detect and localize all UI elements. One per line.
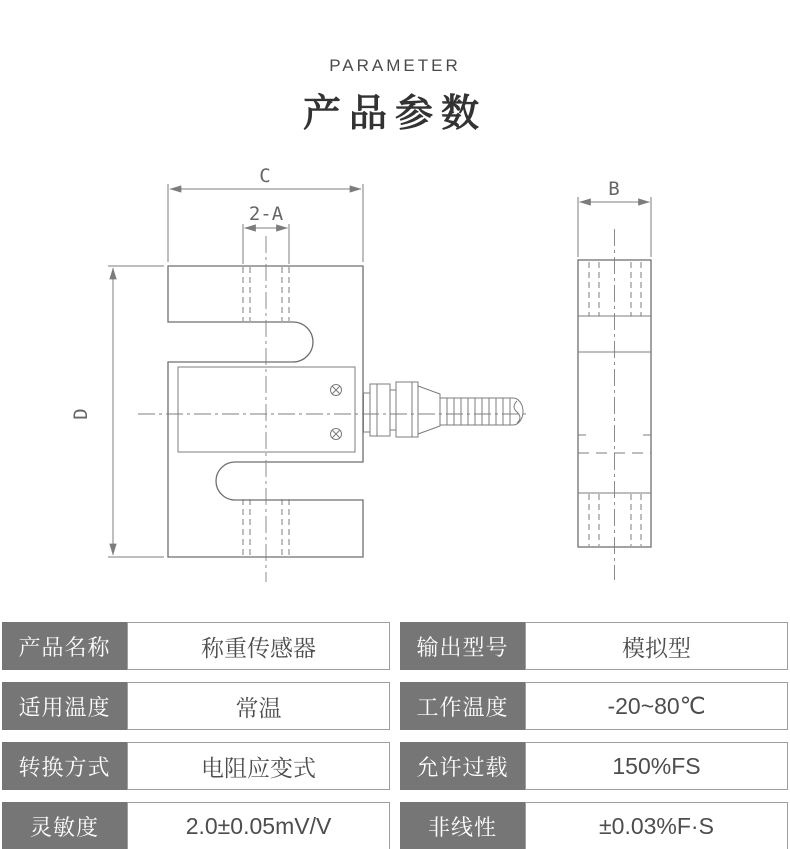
param-label: 灵敏度 <box>2 802 127 849</box>
cable-gland <box>364 382 524 437</box>
page-header <box>0 0 790 140</box>
param-label: 适用温度 <box>2 682 127 730</box>
cable-spring-relief <box>440 398 513 425</box>
section-eyebrow: PARAMETER <box>329 56 461 75</box>
param-row <box>2 682 390 730</box>
dimension-d <box>70 266 164 557</box>
param-label: 工作温度 <box>400 682 525 730</box>
param-row <box>400 802 788 849</box>
thread-hole-side-top <box>589 262 641 316</box>
param-row <box>400 742 788 790</box>
dim-label-2a: 2-A <box>248 203 284 225</box>
param-label: 产品名称 <box>2 622 127 670</box>
dim-label-b: B <box>608 178 620 200</box>
param-value: 模拟型 <box>525 622 788 670</box>
dim-label-d: D <box>70 408 92 420</box>
dim-label-c: C <box>259 165 271 187</box>
s-body-outline <box>168 266 363 557</box>
param-label: 允许过载 <box>400 742 525 790</box>
param-label: 输出型号 <box>400 622 525 670</box>
load-cell-technical-drawing <box>0 140 790 610</box>
param-label: 非线性 <box>400 802 525 849</box>
screw-icon <box>331 385 342 396</box>
param-row <box>400 622 788 670</box>
param-row <box>2 742 390 790</box>
thread-hole-side-bottom <box>589 494 641 546</box>
param-value: 2.0±0.05mV/V <box>127 802 390 849</box>
param-row <box>2 622 390 670</box>
cable-end <box>513 398 523 425</box>
param-label: 转换方式 <box>2 742 127 790</box>
param-value: -20~80℃ <box>525 682 788 730</box>
param-value: 150%FS <box>525 742 788 790</box>
param-row <box>400 682 788 730</box>
dimension-2a <box>243 203 289 264</box>
param-value: 称重传感器 <box>127 622 390 670</box>
front-view <box>138 236 530 582</box>
cover-plate <box>178 367 355 452</box>
screw-icon <box>331 429 342 440</box>
page-title: 产品参数 <box>302 93 487 135</box>
param-value: ±0.03%F·S <box>525 802 788 849</box>
side-view <box>578 229 651 580</box>
param-value: 常温 <box>127 682 390 730</box>
param-value: 电阻应变式 <box>127 742 390 790</box>
gland-cone <box>418 386 440 434</box>
spec-table <box>0 622 790 849</box>
param-row <box>2 802 390 849</box>
